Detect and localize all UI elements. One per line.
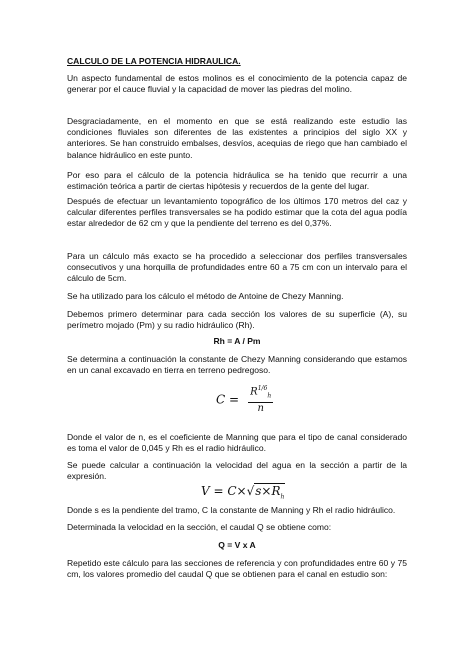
equation-c-numerator (248, 383, 273, 403)
paragraph-chezy-constant: Se determina a continuación la constante de Chezy Manning considerando que estamos en un canal excavado en tierra en terreno pedregoso. (67, 354, 407, 376)
equation-v-subscript: h (280, 493, 285, 501)
paragraph-section-values: Debemos primero determinar para cada sección los valores de su superficie (A), su perímetro mojado (Pm) y su radio hidráulico (Rh). (67, 309, 407, 331)
equation-flow: Q = V x A (218, 540, 256, 550)
equation-v-radicand-text: s×R (255, 484, 281, 498)
paragraph-manning-coefficient: Donde el valor de n, es el coeficiente de Manning que para el tipo de canal considerado es toma el valor de 0,045 y Rh es el radio hidráulico. (67, 432, 407, 454)
paragraph-velocity: Se puede calcular a continuación la velocidad del agua en la sección a partir de la expresión. (67, 460, 407, 482)
equation-v-lhs: V = C× (201, 484, 247, 498)
equation-c-lhs: C = (216, 392, 240, 407)
equation-hydraulic-radius: Rh = A / Pm (213, 336, 261, 346)
equation-chezy-c (216, 383, 273, 415)
equation-c-denominator: n (257, 403, 264, 415)
paragraph-velocity-terms: Donde s es la pendiente del tramo, C la constante de Manning y Rh el radio hidráulico. (67, 505, 396, 515)
paragraph-profiles: Para un cálculo más exacto se ha procedido a seleccionar dos perfiles transversales consecutivos y una horquilla de profundidades entre 60 a 75 cm con un intervalo para el cálculo de 5cm. (67, 251, 407, 284)
sqrt-icon: √ (246, 484, 255, 498)
paragraph-conditions: Desgraciadamente, en el momento en que se está realizando este estudio las condiciones fluviales son diferentes de las existentes a principios del siglo XX y anteriores. Se han construido embalses, desvíos, acequias de riego que han cambiado el balance hidráulico en este punto. (67, 116, 407, 160)
page-title: CALCULO DE LA POTENCIA HIDRAULICA. (67, 56, 241, 66)
paragraph-flow: Determinada la velocidad en la sección, el caudal Q se obtiene como: (67, 522, 332, 532)
equation-velocity (201, 484, 285, 500)
equation-v-radicand (254, 483, 285, 501)
equation-c-exponent: 1/6 (257, 385, 268, 392)
paragraph-results: Repetido este cálculo para las secciones de referencia y con profundidades entre 60 y 75 cm, los valores promedio del caudal Q que se obtienen para el canal en estudio son: (67, 558, 407, 580)
equation-c-subscript: h (267, 392, 272, 400)
paragraph-intro: Un aspecto fundamental de estos molinos es el conocimiento de la potencia capaz de generar por el cauce fluvial y la capacidad de mover las piedras del molino. (67, 73, 407, 95)
equation-c-fraction (248, 383, 273, 415)
paragraph-method: Se ha utilizado para los cálculo el método de Antoine de Chezy Manning. (67, 291, 344, 301)
equation-c-r: R (250, 386, 258, 398)
paragraph-estimation: Por eso para el cálculo de la potencia hidráulica se ha tenido que recurrir a una estimación teórica a partir de ciertas hipótesis y recuerdos de la gente del lugar. (67, 170, 407, 192)
paragraph-survey: Después de efectuar un levantamiento topográfico de los últimos 170 metros del caz y calcular diferentes perfiles transversales se ha podido estimar que la cota del agua podía estar alrededor de 62 cm y que la pendiente del terreno es del 0,37%. (67, 196, 407, 229)
